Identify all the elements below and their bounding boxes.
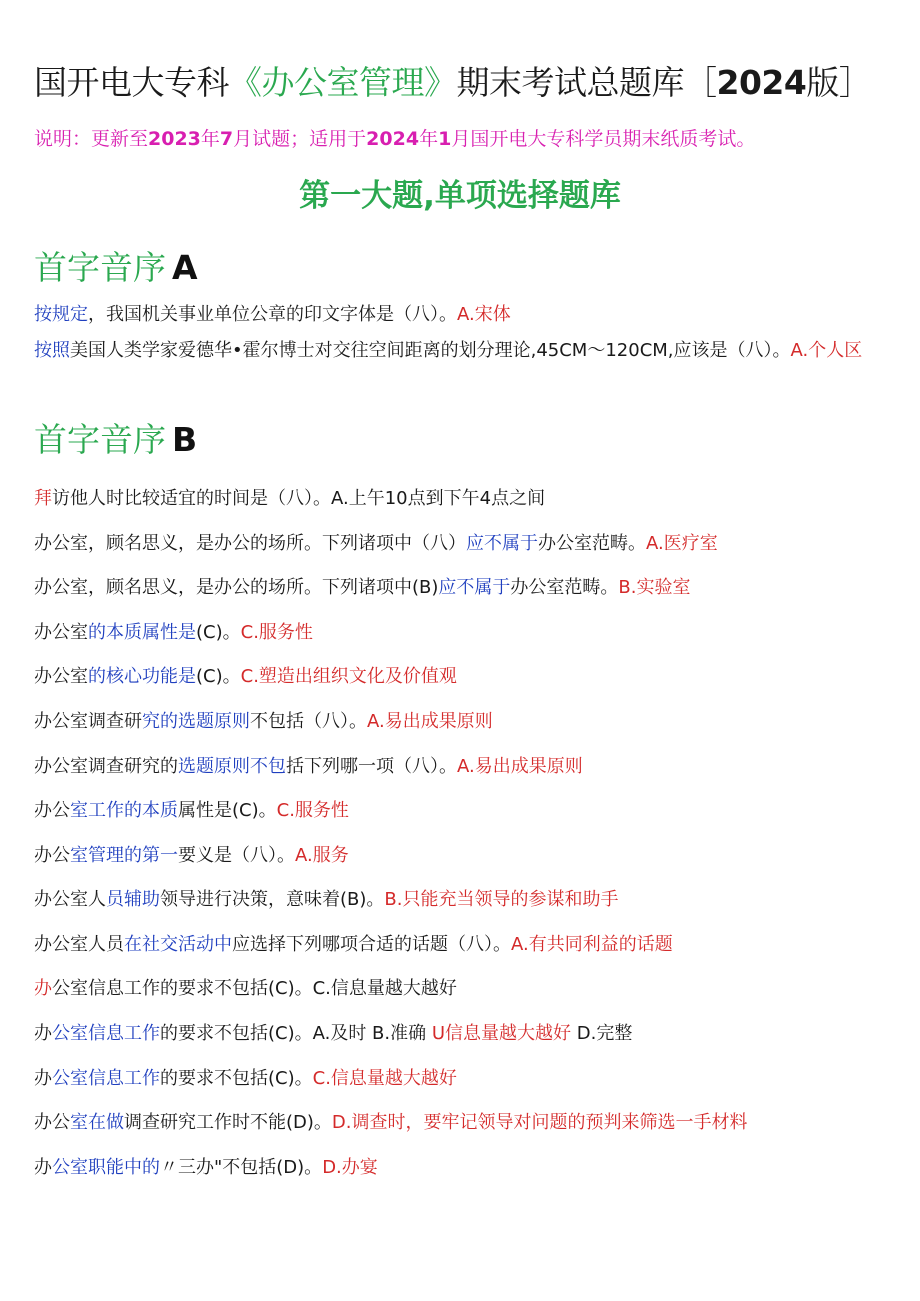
title-part-3: 期末考试总题库［ [456,63,717,102]
answer-text: D.办宴 [322,1157,378,1178]
answer-text: C.塑造出组织文化及价值观 [240,666,457,687]
question-text: 办公 [34,800,70,821]
note-text: 年 [200,128,220,150]
question-item [34,839,884,873]
question-text: 办公室，顾名思义，是办公的场所。下列诸项中（八） [34,533,466,554]
question-item [34,794,884,828]
question-text: 办公 [34,1112,70,1133]
question-text: 办公室调查研 [34,711,142,732]
question-text: 〃三办"不包括(D)。 [160,1157,323,1178]
answer-text: A.宋体 [457,304,511,325]
highlight-text: 按照 [34,340,70,361]
question-item [34,705,884,739]
question-text: 办公室人员 [34,934,124,955]
answer-text: A.有共同利益的话题 [511,934,673,955]
description-note [34,124,894,154]
question-text: 的要求不包括(C)。 [160,1068,313,1089]
question-text: 括下列哪一项（八）。 [286,756,457,777]
question-item [34,334,884,368]
answer-text: A.个人区 [790,340,863,361]
title-course-name: 《办公室管理》 [229,63,457,102]
question-item [34,750,884,784]
note-year: 2023 [148,128,201,150]
note-text: 月试题；适用于 [233,128,367,150]
question-item [34,1106,884,1140]
highlight-text: 的核心功能是 [88,666,196,687]
question-text: 要义是（八）。 [178,845,295,866]
question-item [34,1062,884,1096]
highlight-text: 室工作的本质 [70,800,178,821]
question-text: 办 [34,1023,52,1044]
note-month: 7 [219,128,234,150]
question-text: 办公室调查研究的 [34,756,178,777]
answer-text: A.医疗室 [646,533,718,554]
question-item [34,883,884,917]
question-item [34,928,884,962]
question-item [34,616,884,650]
group-heading-letter: A [172,248,198,287]
question-text: 办 [34,1157,52,1178]
answer-text: C.信息量越大越好 [312,1068,457,1089]
question-text: 应选择下列哪项合适的话题（八）。 [232,934,511,955]
question-text: 办公 [34,845,70,866]
question-text: (C)。 [196,622,241,643]
highlight-text: 究的选题原则 [142,711,250,732]
question-text: 办公室 [34,622,88,643]
question-text: 不包括（八）。 [250,711,367,732]
title-year: 2024 [716,63,807,102]
group-heading [34,418,197,462]
question-text: 办公室，顾名思义，是办公的场所。下列诸项中(B) [34,577,439,598]
question-item [34,1017,884,1051]
highlight-text: 公室信息工作 [52,1068,160,1089]
answer-text: B.实验室 [618,577,691,598]
question-text: 办 [34,1068,52,1089]
question-text: ，我国机关事业单位公章的印文字体是（八）。 [88,304,457,325]
answer-text: 办 [34,978,52,999]
answer-text: A.易出成果原则 [457,756,583,777]
highlight-text: 在社交活动中 [124,934,232,955]
document-title [34,60,894,106]
question-item [34,571,884,605]
highlight-text: 室管理的第一 [70,845,178,866]
question-item [34,298,884,332]
note-month: 1 [438,128,452,150]
highlight-text: 按规定 [34,304,88,325]
question-text: 公室信息工作的要求不包括(C)。C.信息量越大越好 [52,978,457,999]
group-heading [34,246,198,290]
highlight-text: 公室信息工作 [52,1023,160,1044]
highlight-text: 室在做 [70,1112,124,1133]
group-heading-label: 首字音序 [34,420,166,459]
title-part-5: 版］ [806,63,872,102]
note-text: 月国开电大专科学员期末纸质考试。 [451,128,756,150]
answer-text: 拜 [34,488,52,509]
question-item [34,1151,884,1185]
question-item [34,972,884,1006]
highlight-text: 的本质属性是 [88,622,196,643]
question-text: 领导进行决策，意味着(B)。 [160,889,385,910]
answer-text: C.服务性 [276,800,349,821]
title-part-1: 国开电大专科 [34,63,229,102]
question-text: 的要求不包括(C)。A.及时 B.准确 [160,1023,432,1044]
question-text: 办公室范畴。 [538,533,646,554]
question-text: 办公室人 [34,889,106,910]
highlight-text: 应不属于 [466,533,538,554]
highlight-text: 选题原则不包 [178,756,286,777]
question-item [34,660,884,694]
highlight-text: 公室职能中的 [52,1157,160,1178]
question-text: (C)。 [196,666,241,687]
group-heading-letter: B [172,420,198,459]
question-text: 办公室 [34,666,88,687]
note-year: 2024 [366,128,420,150]
highlight-text: 应不属于 [438,577,511,598]
question-item [34,527,884,561]
section-title: 第一大题,单项选择题库 [299,178,621,214]
question-text: 办公室范畴。 [510,577,619,598]
question-text: 美国人类学家爱德华•霍尔博士对交往空间距离的划分理论,45CM〜120CM,应该是（八）。 [70,340,791,361]
answer-text: D.调查时，要牢记领导对问题的预判来筛选一手材料 [331,1112,748,1133]
answer-text: B.只能充当领导的参谋和助手 [384,889,619,910]
answer-text: C.服务性 [240,622,313,643]
question-text: 属性是(C)。 [178,800,277,821]
question-text: 访他人时比较适宜的时间是（八）。A.上午10点到下午4点之间 [52,488,546,509]
note-text: 说明：更新至 [34,128,149,150]
question-text: D.完整 [571,1023,633,1044]
question-text: 调查研究工作时不能(D)。 [124,1112,332,1133]
note-text: 年 [419,128,439,150]
highlight-text: 员辅助 [106,889,160,910]
answer-text: A.易出成果原则 [367,711,493,732]
question-item [34,482,884,516]
answer-text: A.服务 [295,845,349,866]
group-heading-label: 首字音序 [34,248,166,287]
answer-text: U信息量越大越好 [431,1023,572,1044]
